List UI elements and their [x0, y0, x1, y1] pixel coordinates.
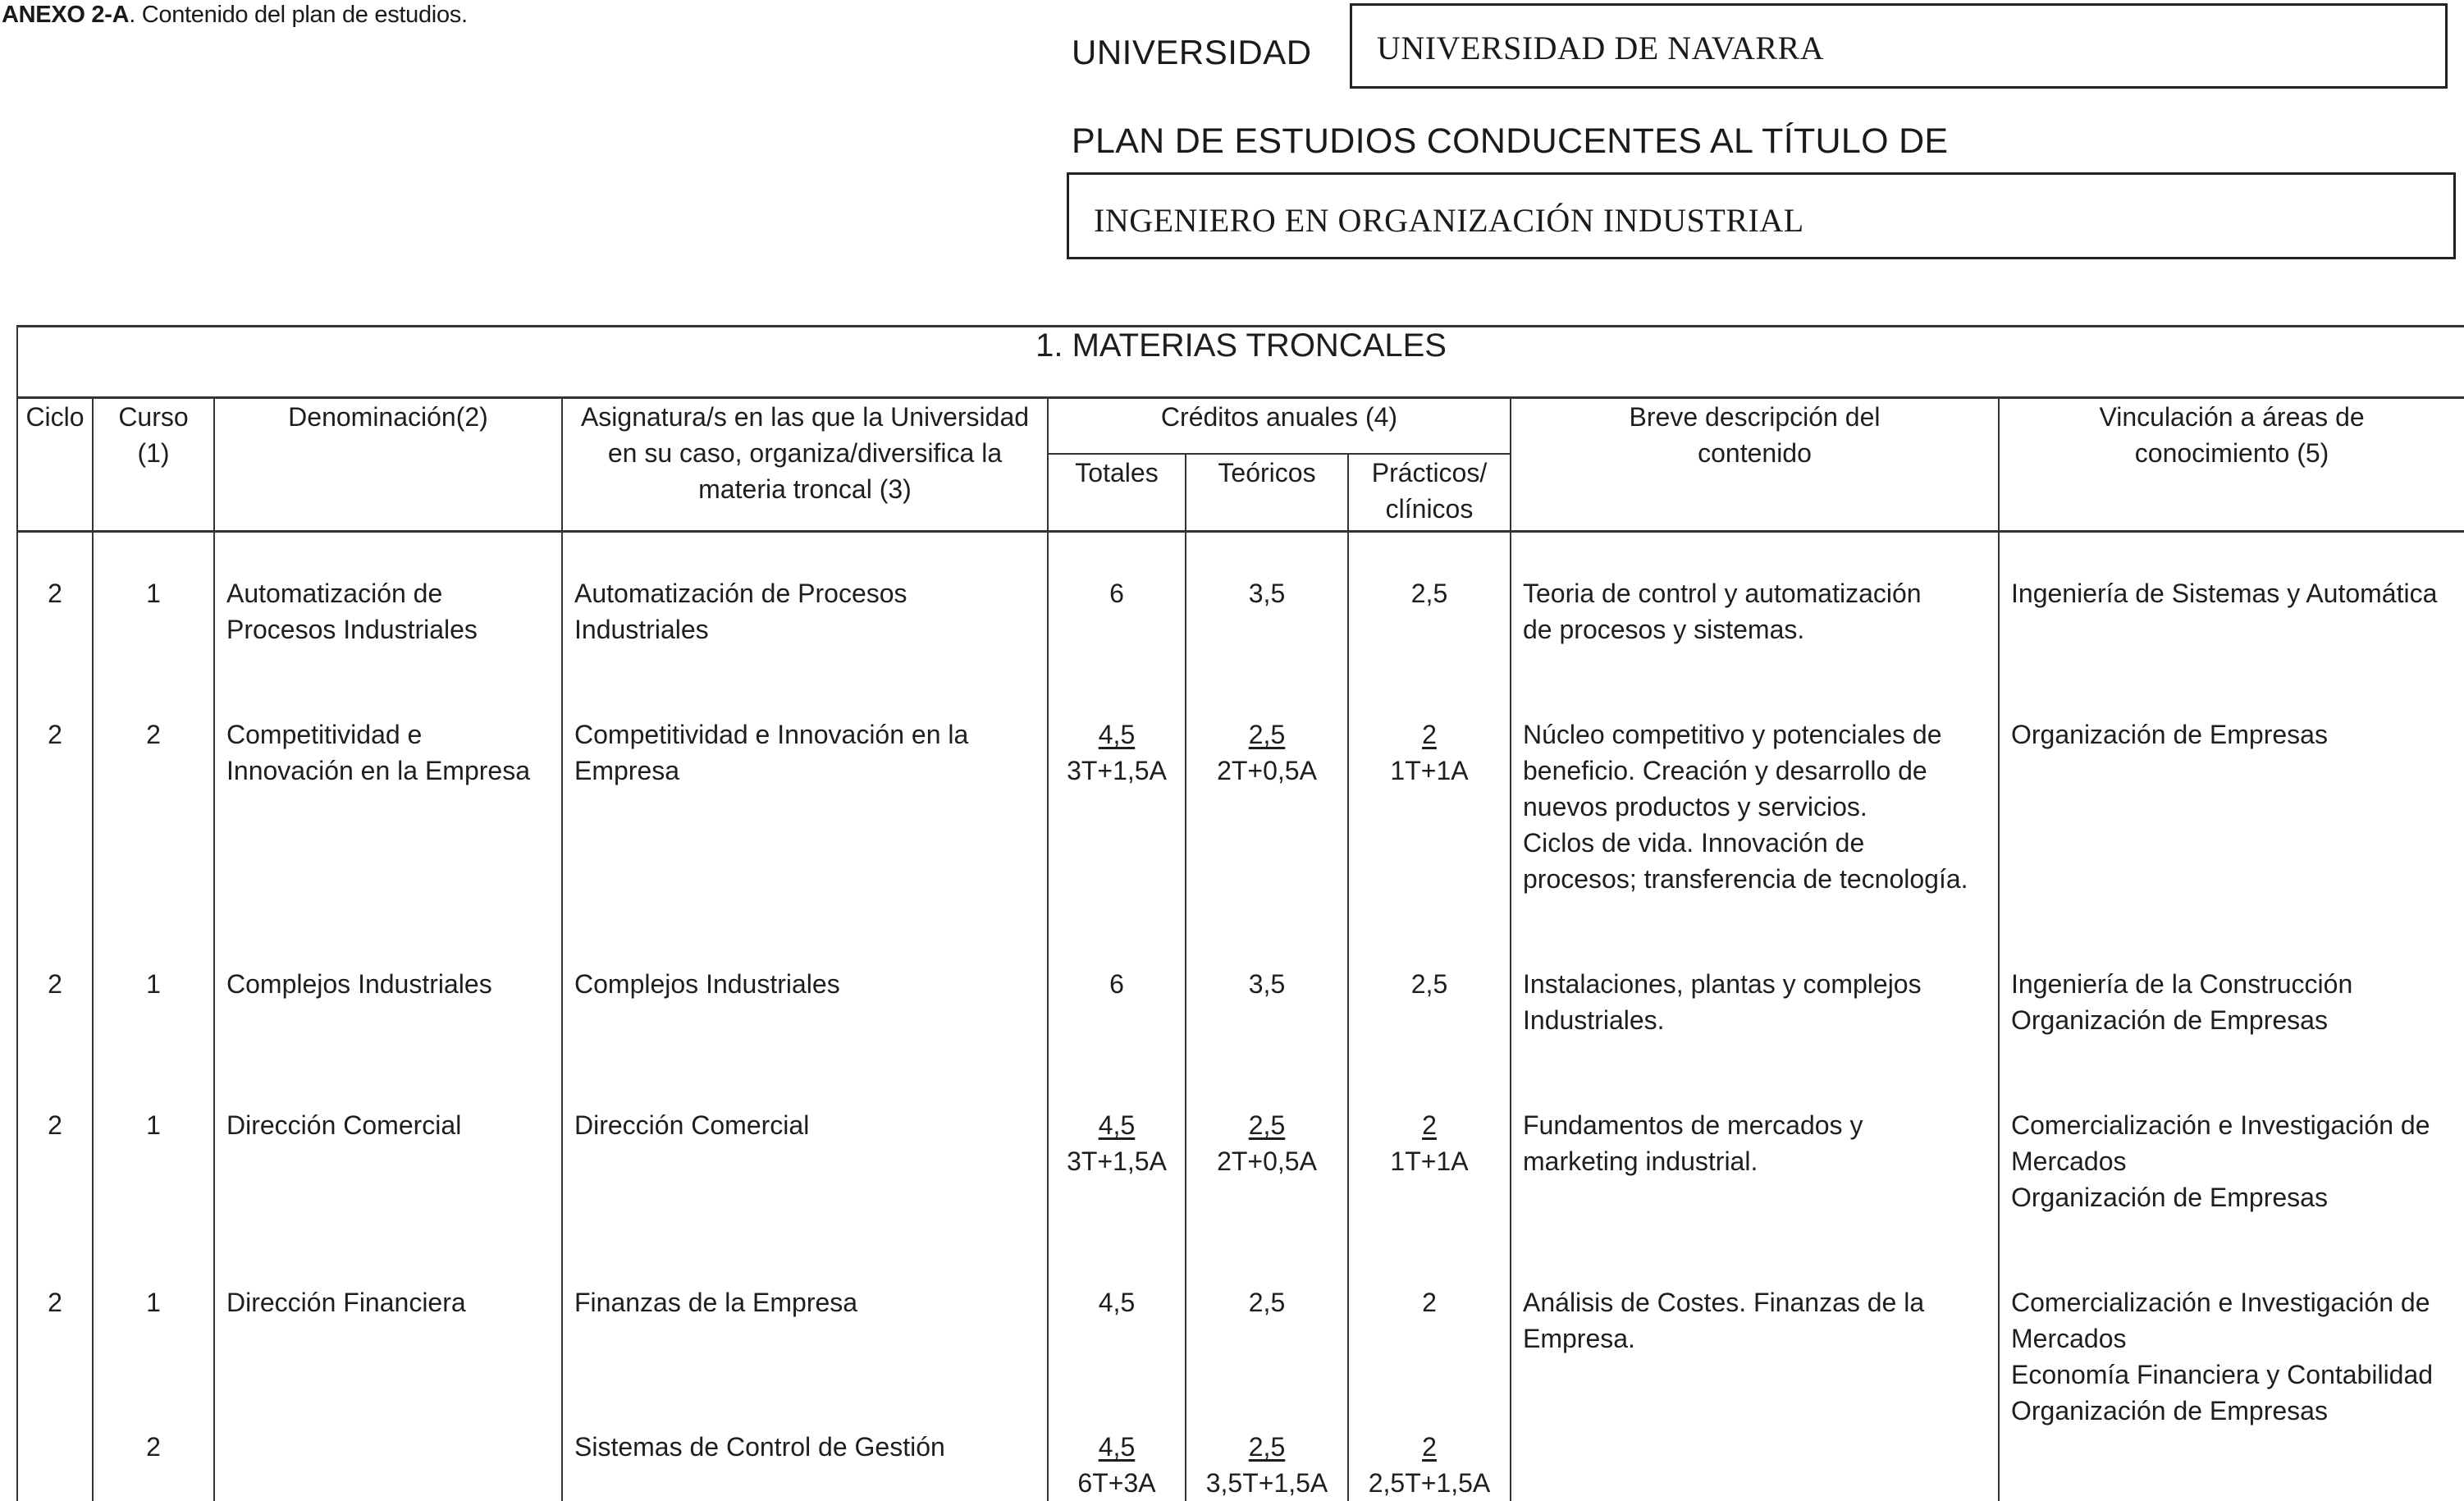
cell-totales: [1048, 716, 1186, 897]
spacer-cell: [1348, 532, 1511, 576]
plan-label: PLAN DE ESTUDIOS CONDUCENTES AL TÍTULO DE: [1072, 121, 1948, 162]
cell-curso: 1: [93, 1284, 214, 1429]
cell-descripcion-line: Empresa.: [1523, 1320, 1990, 1357]
cell-practicos-line: 2,5: [1349, 575, 1510, 611]
cell-curso: 1: [93, 966, 214, 1038]
cell-teoricos: [1186, 716, 1348, 897]
spacer-cell: [1048, 532, 1186, 576]
spacer-cell: [17, 1038, 93, 1107]
spacer-cell: [562, 532, 1048, 576]
col-descripcion-line2: contenido: [1511, 435, 1998, 471]
cell-practicos: [1348, 1429, 1511, 1501]
annex-caption: [2, 2, 468, 29]
annex-number: ANEXO 2-A: [2, 2, 129, 28]
col-descripcion: [1511, 398, 1999, 532]
spacer-cell: [562, 648, 1048, 716]
spacer-cell: [17, 1215, 93, 1284]
cell-descripcion: [1511, 966, 1999, 1038]
spacer-cell: [17, 648, 93, 716]
university-name: UNIVERSIDAD DE NAVARRA: [1377, 29, 1824, 67]
col-curso-line2: (1): [94, 435, 213, 471]
cell-vinculacion-line: Ingeniería de Sistemas y Automática: [2011, 575, 2456, 611]
spacer-cell: [93, 1215, 214, 1284]
spacer-cell: [1999, 1038, 2464, 1107]
cell-asignatura: [562, 575, 1048, 648]
cell-curso: 2: [93, 716, 214, 897]
spacer-cell: [214, 648, 562, 716]
table-row: [17, 966, 2464, 1038]
spacer-cell: [1186, 648, 1348, 716]
cell-totales-line: 6: [1049, 966, 1185, 1002]
cell-practicos-line: 2: [1349, 1107, 1510, 1143]
cell-teoricos-line: 2,5: [1186, 1284, 1347, 1320]
spacer-cell: [1999, 897, 2464, 966]
cell-descripcion-line: procesos; transferencia de tecnología.: [1523, 861, 1990, 897]
spacer-cell: [1348, 648, 1511, 716]
spacer-cell: [1999, 532, 2464, 576]
col-teoricos: Teóricos: [1186, 454, 1348, 532]
cell-ciclo: 2: [17, 716, 93, 897]
cell-descripcion: [1511, 716, 1999, 897]
spacer-cell: [1048, 1038, 1186, 1107]
cell-ciclo: 2: [17, 575, 93, 648]
cell-practicos-line: 2,5T+1,5A: [1349, 1465, 1510, 1501]
cell-denominacion: [214, 1107, 562, 1215]
cell-denominacion-line: Competitividad e: [226, 716, 553, 753]
spacer-cell: [1186, 897, 1348, 966]
spacer-cell: [562, 1038, 1048, 1107]
cell-descripcion-line: nuevos productos y servicios.: [1523, 789, 1990, 825]
university-label: UNIVERSIDAD: [1072, 33, 1312, 72]
spacer-cell: [1511, 532, 1999, 576]
cell-totales: [1048, 966, 1186, 1038]
cell-vinculacion-line: Ingeniería de la Construcción: [2011, 966, 2456, 1002]
degree-title-field: [1067, 172, 2456, 259]
cell-curso: 1: [93, 575, 214, 648]
spacer-cell: [93, 648, 214, 716]
spacer-cell: [1511, 1038, 1999, 1107]
cell-ciclo: [17, 1429, 93, 1501]
cell-denominacion: [214, 1284, 562, 1429]
col-ciclo: Ciclo: [17, 398, 93, 532]
spacer-cell: [17, 897, 93, 966]
cell-teoricos-line: 2T+0,5A: [1186, 1143, 1347, 1179]
cell-vinculacion-line: Comercialización e Investigación de: [2011, 1284, 2456, 1320]
cell-teoricos-line: 3,5T+1,5A: [1186, 1465, 1347, 1501]
cell-vinculacion: [1999, 575, 2464, 648]
cell-descripcion-line: de procesos y sistemas.: [1523, 611, 1990, 648]
col-descripcion-line1: Breve descripción del: [1511, 399, 1998, 435]
cell-denominacion: [214, 716, 562, 897]
cell-vinculacion-line: Organización de Empresas: [2011, 1393, 2456, 1429]
table-row: [17, 1284, 2464, 1429]
cell-ciclo: 2: [17, 966, 93, 1038]
cell-vinculacion-line: Mercados: [2011, 1320, 2456, 1357]
col-practicos-line2: clínicos: [1349, 491, 1510, 527]
spacer-cell: [214, 532, 562, 576]
cell-totales: [1048, 1429, 1186, 1501]
cell-descripcion-line: beneficio. Creación y desarrollo de: [1523, 753, 1990, 789]
degree-title: INGENIERO EN ORGANIZACIÓN INDUSTRIAL: [1094, 201, 1804, 240]
cell-practicos-line: 1T+1A: [1349, 753, 1510, 789]
cell-descripcion-line: Ciclos de vida. Innovación de: [1523, 825, 1990, 861]
cell-descripcion-line: Fundamentos de mercados y: [1523, 1107, 1990, 1143]
annex-text: . Contenido del plan de estudios.: [129, 2, 468, 28]
spacer-cell: [562, 1215, 1048, 1284]
cell-teoricos-line: 2,5: [1186, 716, 1347, 753]
cell-denominacion-line: Dirección Financiera: [226, 1284, 553, 1320]
table-row: [17, 575, 2464, 648]
cell-curso: 2: [93, 1429, 214, 1501]
cell-vinculacion-line: Comercialización e Investigación de: [2011, 1107, 2456, 1143]
row-spacer: [17, 897, 2464, 966]
spacer-cell: [214, 1038, 562, 1107]
cell-totales-line: 4,5: [1049, 716, 1185, 753]
spacer-cell: [1999, 648, 2464, 716]
spacer-cell: [17, 532, 93, 576]
cell-practicos-line: 2: [1349, 716, 1510, 753]
spacer-cell: [562, 897, 1048, 966]
cell-vinculacion: [1999, 1107, 2464, 1215]
table-row: [17, 716, 2464, 897]
cell-totales-line: 3T+1,5A: [1049, 753, 1185, 789]
cell-teoricos: [1186, 575, 1348, 648]
spacer-cell: [1048, 648, 1186, 716]
spacer-cell: [1186, 1215, 1348, 1284]
cell-denominacion: [214, 575, 562, 648]
cell-vinculacion: [1999, 966, 2464, 1038]
cell-practicos-line: 1T+1A: [1349, 1143, 1510, 1179]
cell-vinculacion: [1999, 1429, 2464, 1501]
section-title: 1. MATERIAS TRONCALES: [17, 327, 2464, 398]
col-curso-line1: Curso: [94, 399, 213, 435]
cell-descripcion: [1511, 1284, 1999, 1429]
cell-teoricos-line: 2,5: [1186, 1107, 1347, 1143]
cell-asignatura-line: Automatización de Procesos: [574, 575, 1039, 611]
cell-descripcion: [1511, 1107, 1999, 1215]
cell-denominacion-line: Complejos Industriales: [226, 966, 553, 1002]
spacer-cell: [1048, 897, 1186, 966]
cell-descripcion-line: marketing industrial.: [1523, 1143, 1990, 1179]
cell-asignatura: [562, 1284, 1048, 1429]
cell-teoricos-line: 3,5: [1186, 966, 1347, 1002]
cell-totales-line: 6: [1049, 575, 1185, 611]
col-practicos: [1348, 454, 1511, 532]
cell-totales-line: 4,5: [1049, 1429, 1185, 1465]
cell-asignatura: [562, 966, 1048, 1038]
cell-asignatura-line: Sistemas de Control de Gestión: [574, 1429, 1039, 1465]
col-curso: [93, 398, 214, 532]
table-body: [17, 532, 2464, 1501]
row-spacer: [17, 532, 2464, 576]
cell-practicos-line: 2: [1349, 1284, 1510, 1320]
cell-totales-line: 6T+3A: [1049, 1465, 1185, 1501]
cell-totales: [1048, 575, 1186, 648]
spacer-cell: [93, 1038, 214, 1107]
cell-asignatura-line: Empresa: [574, 753, 1039, 789]
cell-denominacion-line: Dirección Comercial: [226, 1107, 553, 1143]
cell-teoricos-line: 2T+0,5A: [1186, 753, 1347, 789]
cell-descripcion-line: Núcleo competitivo y potenciales de: [1523, 716, 1990, 753]
cell-ciclo: 2: [17, 1107, 93, 1215]
spacer-cell: [1999, 1215, 2464, 1284]
cell-denominacion: [214, 1429, 562, 1501]
cell-totales-line: 4,5: [1049, 1107, 1185, 1143]
cell-totales-line: 4,5: [1049, 1284, 1185, 1320]
col-asignatura-line1: Asignatura/s en las que la Universidad: [563, 399, 1047, 435]
cell-asignatura: [562, 1429, 1048, 1501]
cell-teoricos: [1186, 1429, 1348, 1501]
spacer-cell: [1048, 1215, 1186, 1284]
spacer-cell: [214, 1215, 562, 1284]
table-row: [17, 1107, 2464, 1215]
cell-asignatura-line: Industriales: [574, 611, 1039, 648]
cell-descripcion-line: Teoria de control y automatización: [1523, 575, 1990, 611]
cell-totales-line: 3T+1,5A: [1049, 1143, 1185, 1179]
cell-teoricos: [1186, 1107, 1348, 1215]
col-asignatura-line2: en su caso, organiza/diversifica la: [563, 435, 1047, 471]
spacer-cell: [93, 897, 214, 966]
row-spacer: [17, 1215, 2464, 1284]
cell-vinculacion-line: Organización de Empresas: [2011, 716, 2456, 753]
cell-practicos: [1348, 575, 1511, 648]
cell-vinculacion: [1999, 716, 2464, 897]
cell-denominacion-line: Automatización de: [226, 575, 553, 611]
cell-asignatura-line: Finanzas de la Empresa: [574, 1284, 1039, 1320]
cell-teoricos: [1186, 966, 1348, 1038]
cell-teoricos-line: 3,5: [1186, 575, 1347, 611]
col-vinculacion-line2: conocimiento (5): [2000, 435, 2464, 471]
cell-asignatura-line: Competitividad e Innovación en la: [574, 716, 1039, 753]
spacer-cell: [1348, 1215, 1511, 1284]
cell-asignatura-line: Dirección Comercial: [574, 1107, 1039, 1143]
col-asignatura: [562, 398, 1048, 532]
cell-practicos: [1348, 1107, 1511, 1215]
cell-teoricos: [1186, 1284, 1348, 1429]
cell-practicos-line: 2,5: [1349, 966, 1510, 1002]
spacer-cell: [214, 897, 562, 966]
col-vinculacion: [1999, 398, 2464, 532]
cell-descripcion: [1511, 1429, 1999, 1501]
cell-descripcion-line: Industriales.: [1523, 1002, 1990, 1038]
cell-descripcion: [1511, 575, 1999, 648]
cell-vinculacion-line: Economía Financiera y Contabilidad: [2011, 1357, 2456, 1393]
cell-vinculacion-line: Mercados: [2011, 1143, 2456, 1179]
col-vinculacion-line1: Vinculación a áreas de: [2000, 399, 2464, 435]
university-field: [1350, 3, 2448, 89]
col-practicos-line1: Prácticos/: [1349, 455, 1510, 491]
cell-denominacion-line: Procesos Industriales: [226, 611, 553, 648]
spacer-cell: [1511, 1215, 1999, 1284]
cell-descripcion-line: Instalaciones, plantas y complejos: [1523, 966, 1990, 1002]
cell-vinculacion: [1999, 1284, 2464, 1429]
cell-totales: [1048, 1284, 1186, 1429]
materias-troncales-table: [16, 325, 2464, 1501]
cell-asignatura: [562, 1107, 1048, 1215]
col-asignatura-line3: materia troncal (3): [563, 471, 1047, 507]
col-totales: Totales: [1048, 454, 1186, 532]
cell-denominacion-line: Innovación en la Empresa: [226, 753, 553, 789]
spacer-cell: [1186, 532, 1348, 576]
cell-descripcion-line: Análisis de Costes. Finanzas de la: [1523, 1284, 1990, 1320]
table-row: [17, 1429, 2464, 1501]
row-spacer: [17, 1038, 2464, 1107]
spacer-cell: [93, 532, 214, 576]
cell-practicos-line: 2: [1349, 1429, 1510, 1465]
cell-vinculacion-line: Organización de Empresas: [2011, 1002, 2456, 1038]
col-denominacion: Denominación(2): [214, 398, 562, 532]
cell-vinculacion-line: Organización de Empresas: [2011, 1179, 2456, 1215]
row-spacer: [17, 648, 2464, 716]
cell-practicos: [1348, 1284, 1511, 1429]
col-creditos: Créditos anuales (4): [1048, 398, 1511, 455]
cell-practicos: [1348, 716, 1511, 897]
cell-asignatura: [562, 716, 1048, 897]
spacer-cell: [1511, 897, 1999, 966]
cell-totales: [1048, 1107, 1186, 1215]
cell-practicos: [1348, 966, 1511, 1038]
cell-curso: 1: [93, 1107, 214, 1215]
spacer-cell: [1348, 1038, 1511, 1107]
cell-denominacion: [214, 966, 562, 1038]
spacer-cell: [1511, 648, 1999, 716]
cell-ciclo: 2: [17, 1284, 93, 1429]
cell-teoricos-line: 2,5: [1186, 1429, 1347, 1465]
spacer-cell: [1186, 1038, 1348, 1107]
spacer-cell: [1348, 897, 1511, 966]
cell-asignatura-line: Complejos Industriales: [574, 966, 1039, 1002]
